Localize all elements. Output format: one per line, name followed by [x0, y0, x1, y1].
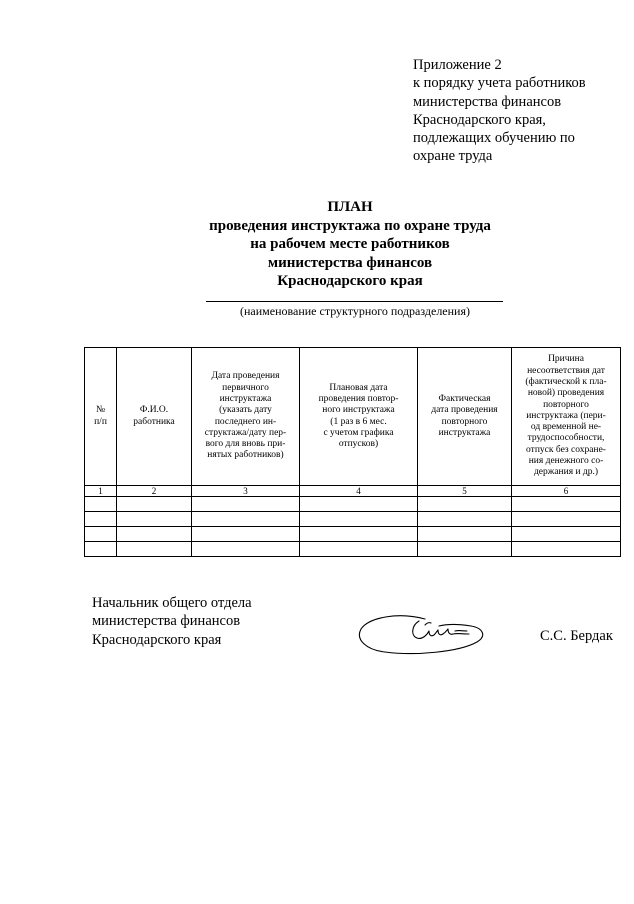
- signatory-position: [92, 594, 252, 649]
- header-line: ного инструктажа: [322, 405, 395, 416]
- header-line: №: [95, 405, 106, 416]
- signatory-name: С.С. Бердак: [540, 628, 613, 644]
- table-cell: [512, 527, 621, 542]
- header-number: [85, 348, 117, 486]
- table-cell: [300, 497, 418, 512]
- instruction-plan-table: [84, 347, 621, 557]
- department-name-line: [206, 301, 503, 302]
- title-line: на рабочем месте работников: [250, 236, 450, 252]
- table-header-row: [85, 348, 621, 486]
- document-title: [120, 198, 580, 291]
- table-cell: [192, 542, 300, 557]
- header-line: несоответствия дат: [527, 365, 605, 376]
- table-row: [85, 542, 621, 557]
- table-cell: [192, 512, 300, 527]
- title-line: Краснодарского края: [277, 273, 423, 289]
- table-cell: [117, 512, 192, 527]
- header-line: дата проведения: [431, 405, 498, 416]
- header-line: повторного: [543, 399, 589, 410]
- header-line: новой) проведения: [527, 388, 605, 399]
- table-cell: [418, 497, 512, 512]
- header-line: вого для вновь при-: [205, 439, 286, 450]
- appendix-line: к порядку учета работников: [413, 75, 586, 92]
- table-cell: [117, 542, 192, 557]
- header-line: инструктажа (пери-: [526, 410, 606, 421]
- column-number-row: [85, 486, 621, 497]
- table-cell: [300, 527, 418, 542]
- header-line: Плановая дата: [329, 382, 388, 393]
- header-full-name: [117, 348, 192, 486]
- table-cell: [117, 497, 192, 512]
- column-number: 5: [418, 486, 512, 497]
- header-line: отпуск без сохране-: [526, 444, 606, 455]
- header-line: отпусков): [338, 439, 379, 450]
- appendix-block: [413, 56, 623, 166]
- column-number: 3: [192, 486, 300, 497]
- table-cell: [300, 512, 418, 527]
- header-line: (1 раз в 6 мес.: [330, 416, 387, 427]
- header-line: повторного: [441, 416, 488, 427]
- header-line: трудоспособности,: [527, 433, 605, 444]
- header-line: Причина: [548, 354, 584, 365]
- appendix-line: Приложение 2: [413, 57, 502, 73]
- table-cell: [512, 512, 621, 527]
- table-row: [85, 512, 621, 527]
- header-line: работника: [133, 416, 175, 427]
- header-line: Дата проведения: [211, 371, 280, 382]
- title-line: министерства финансов: [267, 254, 433, 271]
- column-number: 2: [117, 486, 192, 497]
- signatory-position-line: министерства финансов: [92, 613, 241, 630]
- table-cell: [117, 527, 192, 542]
- title-heading: ПЛАН: [327, 199, 373, 215]
- header-planned-date: [300, 348, 418, 486]
- appendix-line: министерства финансов: [413, 93, 562, 110]
- table-cell: [418, 512, 512, 527]
- table-cell: [512, 497, 621, 512]
- table-row: [85, 527, 621, 542]
- header-line: структажа/дату пер-: [204, 427, 287, 438]
- table-row: [85, 497, 621, 512]
- header-line: Ф.И.О.: [139, 405, 169, 416]
- table-cell: [85, 512, 117, 527]
- header-line: с учетом графика: [323, 427, 394, 438]
- header-line: (фактической к пла-: [525, 376, 607, 387]
- column-number: 4: [300, 486, 418, 497]
- column-number: 1: [85, 486, 117, 497]
- header-line: держания и др.): [533, 467, 599, 478]
- table-cell: [300, 542, 418, 557]
- table-cell: [418, 542, 512, 557]
- header-line: од временной не-: [530, 422, 602, 433]
- header-line: первичного: [222, 382, 269, 393]
- table-cell: [192, 527, 300, 542]
- appendix-line: подлежащих обучению по: [413, 130, 575, 147]
- header-initial-date: [192, 348, 300, 486]
- header-line: ния денежного со-: [528, 456, 604, 467]
- header-line: нятых работников): [207, 450, 284, 461]
- header-mismatch-reason: [512, 348, 621, 486]
- handwritten-signature: [355, 604, 487, 660]
- header-line: п/п: [94, 416, 107, 427]
- header-line: (указать дату: [219, 405, 272, 416]
- header-line: инструктажа: [438, 427, 491, 438]
- column-number: 6: [512, 486, 621, 497]
- department-caption: (наименование структурного подразделения): [239, 304, 470, 318]
- signatory-position-line: Начальник общего отдела: [92, 595, 252, 611]
- header-actual-date: [418, 348, 512, 486]
- header-line: последнего ин-: [214, 416, 277, 427]
- header-line: проведения повтор-: [318, 393, 399, 404]
- appendix-line: охране труда: [413, 148, 493, 165]
- title-line: проведения инструктажа по охране труда: [209, 217, 491, 234]
- table-cell: [85, 527, 117, 542]
- header-line: инструктажа: [219, 393, 272, 404]
- table-cell: [85, 542, 117, 557]
- table-cell: [85, 497, 117, 512]
- appendix-line: Краснодарского края,: [413, 111, 546, 128]
- table-cell: [192, 497, 300, 512]
- signatory-position-line: Краснодарского края: [92, 631, 222, 648]
- table-cell: [512, 542, 621, 557]
- table-cell: [418, 527, 512, 542]
- header-line: Фактическая: [438, 393, 491, 404]
